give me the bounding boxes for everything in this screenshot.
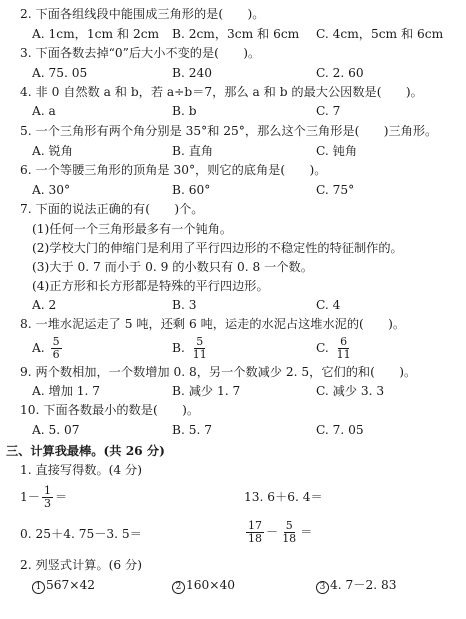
question-3-stem: 3. 下面各数去掉“0”后大小不变的是( )。 [20, 46, 261, 60]
question-6-option-a: A. 30° [32, 183, 71, 197]
minus-sign: － [266, 525, 279, 539]
question-8-option-a [32, 334, 64, 362]
option-letter: C. [316, 341, 329, 355]
question-9-option-b: B. 减少 1. 7 [172, 384, 241, 398]
question-4-option-c: C. 7 [316, 104, 341, 118]
question-7-option-c: C. 4 [316, 298, 341, 312]
fraction [280, 520, 298, 545]
question-7-option-a: A. 2 [32, 298, 57, 312]
equals-sign: ＝ [54, 490, 68, 504]
option-letter: A. [32, 341, 45, 355]
denominator: 18 [282, 532, 297, 545]
question-4-option-a: A. a [32, 104, 56, 118]
question-5-stem: 5. 一个三角形有两个角分别是 35°和 25°，那么这个三角形是( )三角形。 [20, 124, 438, 138]
numerator: 5 [52, 335, 60, 348]
question-8-option-b [172, 334, 211, 362]
option-letter: B. [172, 341, 185, 355]
question-6-option-b: B. 60° [172, 183, 211, 197]
question-4-option-b: B. b [172, 104, 197, 118]
expression-1 [20, 483, 67, 511]
fraction [191, 336, 209, 361]
fraction [335, 336, 353, 361]
expression-2: 13. 6＋6. 4＝ [244, 490, 323, 504]
question-9-option-c: C. 减少 3. 3 [316, 384, 385, 398]
numerator: 6 [340, 335, 348, 348]
denominator: 11 [336, 348, 351, 361]
question-10-option-a: A. 5. 07 [32, 423, 80, 437]
question-9-option-a: A. 增加 1. 7 [32, 384, 101, 398]
vertical-calc-1 [32, 577, 95, 594]
question-7-statement-1: (1)任何一个三角形最多有一个钝角。 [32, 222, 233, 236]
question-10-stem: 10. 下面各数最小的数是( )。 [20, 403, 200, 417]
circled-number-3-icon: 3 [316, 581, 329, 594]
question-10-option-c: C. 7. 05 [316, 423, 364, 437]
question-10-option-b: B. 5. 7 [172, 423, 212, 437]
question-5-option-b: B. 直角 [172, 144, 214, 158]
question-6-option-c: C. 75° [316, 183, 355, 197]
denominator: 3 [43, 497, 51, 510]
expression-4 [244, 518, 312, 546]
question-7-option-b: B. 3 [172, 298, 197, 312]
question-2-stem: 2. 下面各组线段中能围成三角形的是( )。 [20, 7, 265, 21]
calc-expression: 160×40 [186, 578, 235, 592]
question-3-option-a: A. 75. 05 [32, 66, 88, 80]
question-7-statement-4: (4)正方形和长方形都是特殊的平行四边形。 [32, 279, 269, 293]
fraction [246, 520, 264, 545]
numerator: 1 [43, 484, 51, 497]
question-2-option-a: A. 1cm，1cm 和 2cm [32, 27, 160, 41]
section-3-title: 三、计算我最棒。(共 26 分) [6, 444, 165, 458]
calc-expression: 4. 7－2. 83 [330, 578, 397, 592]
question-4-stem: 4. 非 0 自然数 a 和 b，若 a÷b＝7，那么 a 和 b 的最大公因数是( )。 [20, 85, 423, 99]
circled-number-1-icon: 1 [32, 581, 45, 594]
numerator: 5 [285, 519, 293, 532]
expression-3: 0. 25＋4. 75－3. 5＝ [20, 527, 142, 541]
numerator: 5 [196, 335, 204, 348]
fraction [51, 336, 62, 361]
part-1-title: 1. 直接写得数。(4 分) [20, 463, 142, 477]
question-8-option-c [316, 334, 355, 362]
denominator: 18 [248, 532, 262, 545]
part-2-title: 2. 列竖式计算。(6 分) [20, 558, 142, 572]
question-7-stem: 7. 下面的说法正确的有( )个。 [20, 202, 204, 216]
fraction [42, 485, 53, 510]
question-7-statement-2: (2)学校大门的伸缩门是利用了平行四边形的不稳定性的特征制作的。 [32, 241, 403, 255]
question-5-option-c: C. 钝角 [316, 144, 358, 158]
denominator: 6 [52, 348, 60, 361]
expression-text: 1－ [20, 490, 40, 504]
question-8-stem: 8. 一堆水泥运走了 5 吨，还剩 6 吨，运走的水泥占这堆水泥的( )。 [20, 317, 406, 331]
calc-expression: 567×42 [46, 578, 95, 592]
vertical-calc-3 [316, 577, 396, 594]
question-7-statement-3: (3)大于 0. 7 而小于 0. 9 的小数只有 0. 8 一个数。 [32, 260, 313, 274]
question-6-stem: 6. 一个等腰三角形的顶角是 30°，则它的底角是( )。 [20, 163, 327, 177]
denominator: 11 [192, 348, 207, 361]
circled-number-2-icon: 2 [172, 581, 185, 594]
numerator: 17 [248, 519, 262, 532]
vertical-calc-2 [172, 577, 235, 594]
question-3-option-c: C. 2. 60 [316, 66, 364, 80]
question-3-option-b: B. 240 [172, 66, 212, 80]
question-2-option-c: C. 4cm，5cm 和 6cm [316, 27, 444, 41]
question-2-option-b: B. 2cm，3cm 和 6cm [172, 27, 300, 41]
equals-sign: ＝ [300, 525, 313, 539]
question-9-stem: 9. 两个数相加，一个数增加 0. 8，另一个数减少 2. 5，它们的和( )。 [20, 365, 417, 379]
question-5-option-a: A. 锐角 [32, 144, 73, 158]
